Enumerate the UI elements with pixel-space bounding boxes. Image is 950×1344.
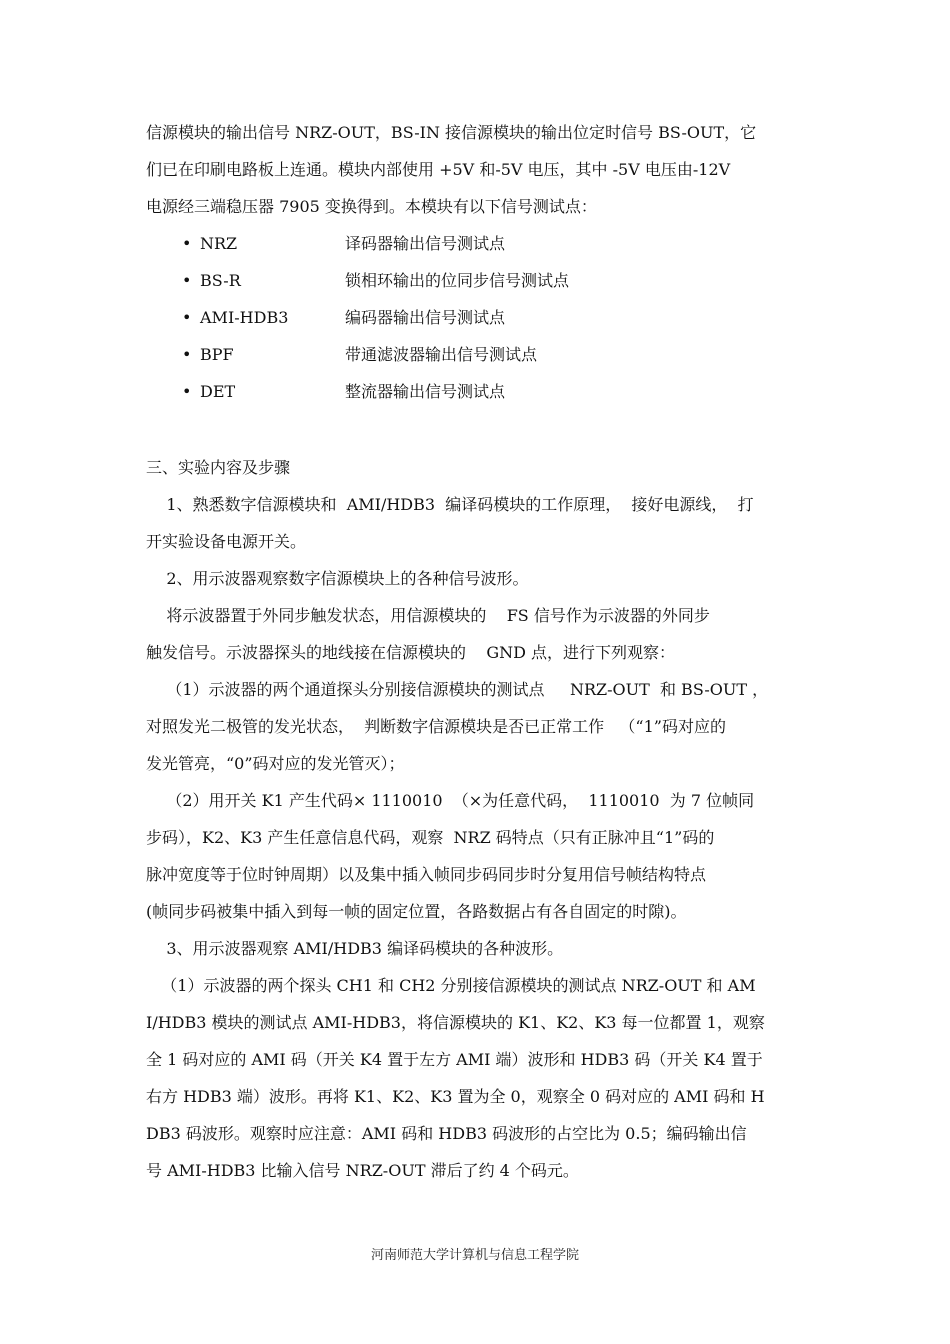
test-point-item bbox=[182, 233, 505, 255]
test-point-desc: 锁相环输出的位同步信号测试点 bbox=[345, 271, 570, 290]
test-point-item bbox=[182, 381, 505, 403]
intro-line-1: 信源模块的输出信号 NRZ-OUT，BS-IN 接信源模块的输出位定时信号 BS-OUT，它 bbox=[146, 123, 757, 142]
step1-line-1: 1、熟悉数字信源模块和 AMI/HDB3 编译码模块的工作原理， 接好电源线， 打 bbox=[146, 495, 754, 514]
step2a-line-3: 发光管亮，“0”码对应的发光管灭）； bbox=[146, 754, 405, 773]
test-point-desc: 编码器输出信号测试点 bbox=[345, 308, 506, 327]
step3a-line-2: I/HDB3 模块的测试点 AMI-HDB3，将信源模块的 K1、K2、K3 每一位都置 1，观察 bbox=[146, 1013, 765, 1032]
test-point-code: NRZ bbox=[200, 234, 238, 253]
test-point-desc: 带通滤波器输出信号测试点 bbox=[345, 345, 538, 364]
step3a-line-3: 全 1 码对应的 AMI 码（开关 K4 置于左方 AMI 端）波形和 HDB3 码（开关 K4 置于 bbox=[146, 1050, 763, 1069]
test-point-code: BPF bbox=[200, 345, 234, 364]
bullet-icon: • bbox=[182, 234, 192, 253]
step3a-line-1: （1）示波器的两个探头 CH1 和 CH2 分别接信源模块的测试点 NRZ-OUT 和 AM bbox=[146, 976, 756, 995]
test-point-code: AMI-HDB3 bbox=[200, 308, 289, 327]
step2a-line-2: 对照发光二极管的发光状态， 判断数字信源模块是否已正常工作 （“1”码对应的 bbox=[146, 717, 726, 736]
test-point-code: DET bbox=[200, 382, 236, 401]
step2b-line-3: 脉冲宽度等于位时钟周期）以及集中插入帧同步码同步时分复用信号帧结构特点 bbox=[146, 865, 707, 884]
test-point-item bbox=[182, 270, 569, 292]
intro-line-3: 电源经三端稳压器 7905 变换得到。本模块有以下信号测试点： bbox=[146, 197, 597, 216]
bullet-icon: • bbox=[182, 345, 192, 364]
test-point-item bbox=[182, 344, 537, 366]
step2b-line-2: 步码），K2、K3 产生任意信息代码，观察 NRZ 码特点（只有正脉冲且“1”码的 bbox=[146, 828, 715, 847]
step3a-line-4: 右方 HDB3 端）波形。再将 K1、K2、K3 置为全 0，观察全 0 码对应的 AMI 码和 H bbox=[146, 1087, 765, 1106]
step2b-line-4: (帧同步码被集中插入到每一帧的固定位置，各路数据占有各自固定的时隙)。 bbox=[146, 902, 687, 921]
bullet-icon: • bbox=[182, 308, 192, 327]
step3-line-1: 3、用示波器观察 AMI/HDB3 编译码模块的各种波形。 bbox=[146, 939, 564, 958]
step3a-line-5: DB3 码波形。观察时应注意：AMI 码和 HDB3 码波形的占空比为 0.5；编码输出信 bbox=[146, 1124, 747, 1143]
step2b-line-1: （2）用开关 K1 产生代码× 1110010 （×为任意代码， 1110010 为 7 位帧同 bbox=[146, 791, 755, 810]
step1-line-2: 开实验设备电源开关。 bbox=[146, 532, 307, 551]
test-point-code: BS-R bbox=[200, 271, 241, 290]
test-point-item bbox=[182, 307, 505, 329]
section-heading: 三、实验内容及步骤 bbox=[146, 458, 291, 477]
page-footer: 河南师范大学计算机与信息工程学院 bbox=[370, 1248, 579, 1263]
step3a-line-6: 号 AMI-HDB3 比输入信号 NRZ-OUT 滞后了约 4 个码元。 bbox=[146, 1161, 579, 1180]
test-point-desc: 整流器输出信号测试点 bbox=[345, 382, 506, 401]
intro-line-2: 们已在印刷电路板上连通。模块内部使用 +5V 和-5V 电压，其中 -5V 电压由-12V bbox=[146, 160, 731, 179]
step2-line-2: 将示波器置于外同步触发状态，用信源模块的 FS 信号作为示波器的外同步 bbox=[146, 606, 710, 625]
bullet-icon: • bbox=[182, 271, 192, 290]
step2-line-3: 触发信号。示波器探头的地线接在信源模块的 GND 点，进行下列观察： bbox=[146, 643, 676, 662]
bullet-icon: • bbox=[182, 382, 192, 401]
step2a-line-1: （1）示波器的两个通道探头分别接信源模块的测试点 NRZ-OUT 和 BS-OUT ， bbox=[146, 680, 769, 699]
step2-line-1: 2、用示波器观察数字信源模块上的各种信号波形。 bbox=[146, 569, 529, 588]
test-point-desc: 译码器输出信号测试点 bbox=[345, 234, 506, 253]
